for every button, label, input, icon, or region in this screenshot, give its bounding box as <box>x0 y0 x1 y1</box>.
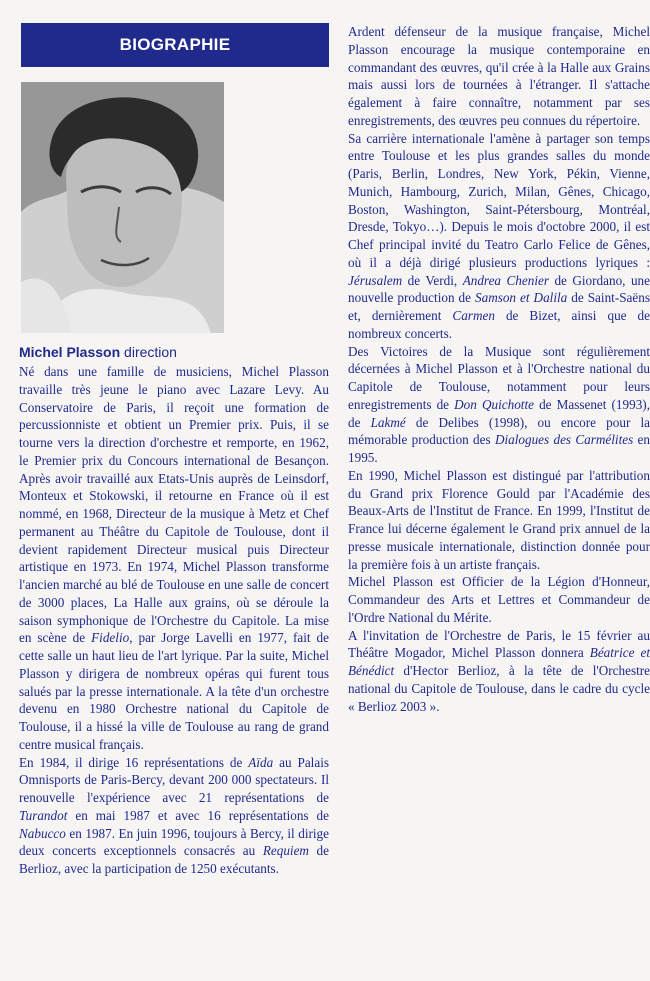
artist-name: Michel Plasson <box>19 344 121 360</box>
text-run: en mai 1987 et avec 16 représentations de <box>67 807 329 823</box>
bio-paragraph <box>348 573 650 626</box>
text-run: Michel Plasson est Officier de la Légion d'Honneur, Commandeur des Arts et Lettres et Commandeur de l'Ordre National du Mérite. <box>348 574 650 625</box>
text-run: de Massenet (1993), de <box>348 396 650 430</box>
work-title: Samson et Dalila <box>475 290 568 306</box>
text-run: , par Jorge Lavelli en 1977, fait de cette salle un haut lieu de l'art lyrique. Par la suite, Michel Plasson y dirigera de nombreux opéras qui furent tous salués par la presse internationale. A la tête d'un orchestre devenu en 1980 Orchestre national du Capitole de Toulouse, il a hissé la ville de Toulouse au rang de grand centre musical français. <box>19 630 329 752</box>
text-run: de Giordano, une nouvelle production de <box>348 272 650 306</box>
section-header <box>21 23 329 67</box>
bio-paragraph <box>19 363 329 754</box>
text-run: en 1987. En juin 1996, toujours à Bercy, il dirige deux concerts exceptionnels consacrés au <box>19 825 329 859</box>
portrait-photo <box>21 82 224 333</box>
bio-paragraph <box>348 627 650 716</box>
text-run: de Berlioz, avec la participation de 1250 exécutants. <box>19 843 330 876</box>
work-title: Don Quichotte <box>454 396 534 412</box>
work-title: Nabucco <box>19 825 66 841</box>
work-title: Aïda <box>248 754 274 770</box>
work-title: Dialogues des Carmélites <box>494 432 634 448</box>
work-title: Andrea Chenier <box>462 272 549 288</box>
bio-paragraph <box>19 754 329 878</box>
section-title: BIOGRAPHIE <box>119 35 231 54</box>
bio-paragraph <box>348 130 650 343</box>
work-title: Béatrice et Bénédict <box>348 645 650 678</box>
bio-paragraph <box>348 23 650 130</box>
text-run: de Delibes (1998), ou encore pour la mémorable production des <box>348 414 650 448</box>
text-run: Des Victoires de la Musique sont régulièrement décernées à Michel Plasson et à l'Orchestre national du Capitole de Toulouse, notamment pour leurs enregistrements de <box>348 343 650 412</box>
text-run: Ardent défenseur de la musique française, Michel Plasson encourage la musique contemporaine en commandant des œuvres, qu'il crée à la Halle aux Grains mais aussi lors de tournées à l'étranger. Il s'attache également à faire connaître, notamment par ses enregistrements, des œuvres peu connues du répertoire. <box>348 24 650 128</box>
text-run: En 1984, il dirige 16 représentations de <box>19 754 249 770</box>
bio-paragraph <box>348 467 650 574</box>
text-run: A l'invitation de l'Orchestre de Paris, le 15 février au Théâtre Mogador, Michel Plasson donnera <box>348 627 650 661</box>
text-run: en 1995. <box>348 432 650 465</box>
artist-heading <box>19 343 329 362</box>
work-title: Fidelio <box>91 630 130 646</box>
text-run: au Palais Omnisports de Paris-Bercy, devant 200 000 spectateurs. Il renouvelle l'expérience avec 21 représentations de <box>19 754 329 805</box>
text-run: En 1990, Michel Plasson est distingué par l'attribution du Grand prix Florence Gould par l'Académie des Beaux-Arts de l'Institut de France. En 1999, l'Institut de France lui décerne également le Grand prix annuel de la presse musicale internationale, distinction donnée pour la première fois à un artiste français. <box>348 467 650 572</box>
text-run: de Bizet, ainsi que de nombreux concerts. <box>348 308 650 341</box>
bio-paragraph <box>348 343 650 467</box>
work-title: Turandot <box>19 807 68 823</box>
text-run: de Verdi, <box>402 272 463 288</box>
work-title: Requiem <box>262 843 309 859</box>
right-column <box>348 23 650 768</box>
artist-role: direction <box>124 344 177 360</box>
text-run: d'Hector Berlioz, à la tête de l'Orchestre national du Capitole de Toulouse, dans le cadre du cycle « Berlioz 2003 ». <box>348 663 650 714</box>
left-column <box>19 343 329 878</box>
text-run: Sa carrière internationale l'amène à partager son temps entre Toulouse et les plus grandes salles du monde (Paris, Berlin, Londres, New York, Pékin, Vienne, Munich, Hambourg, Zurich, Milan, Gênes, Chicago, Boston, Washington, Saint-Pétersbourg, Montréal, Dresde, Tokyo…). Depuis le mois d'octobre 2000, il est Chef principal invité du Teatro Carlo Felice de Gênes, où il a déjà dirigé plusieurs productions lyriques : <box>348 130 650 270</box>
portrait-illustration <box>21 82 224 333</box>
text-run: de Saint-Saëns et, dernièrement <box>348 290 650 323</box>
work-title: Jérusalem <box>348 272 403 288</box>
text-run: Né dans une famille de musiciens, Michel Plasson travaille très jeune le piano avec Lazare Levy. Au Conservatoire de Paris, il reçoit une formation de percussionniste et obtient un Premier prix. Puis, il se tourne vers la direction d'orchestre et remporte, en 1962, le Premier prix du Concours international de Besançon. Après avoir travaillé aux Etats-Unis auprès de Leinsdorf, Monteux et Stokowski, il retourne en France où il est nommé, en 1968, Directeur de la musique à Metz et Chef permanent au Théâtre du Capitole de Toulouse, dont il devient rapidement Directeur musical puis Directeur artistique en 1973. En 1974, Michel Plasson transforme l'ancien marché au blé de Toulouse en une salle de concert de 3000 places, La Halle aux grains, où se déroule la saison symphonique de l'Orchestre du Capitole. La mise en scène de <box>19 364 329 646</box>
work-title: Carmen <box>452 308 495 323</box>
work-title: Lakmé <box>370 414 406 430</box>
